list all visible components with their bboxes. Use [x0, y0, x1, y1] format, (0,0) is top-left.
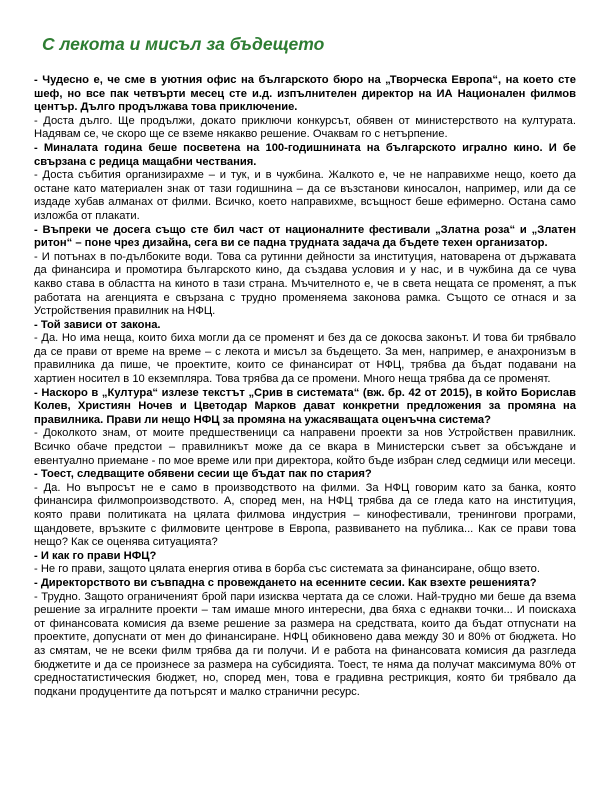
- article-body: [34, 74, 576, 699]
- question-paragraph: - Тоест, следващите обявени сесии ще бъдат пак по стария?: [34, 468, 372, 481]
- answer-paragraph: - Доколкото знам, от моите предшественици са направени проекти за нов Устройствен правилник. Всичко обаче предстои – правилникът може да се вкара в Министерски съвет за обсъждане и евентуално приемане - по мое време или при директора, който бъде избран след седмици или месеци.: [34, 427, 576, 467]
- question-paragraph: - Въпреки че досега също сте бил част от националните фестивали „Златна роза“ и „Златен ритон“ – поне чрез дизайна, сега ви се падна трудната задача да бъдете техен организатор.: [34, 223, 576, 250]
- answer-paragraph: - Да. Но въпросът не е само в производството на филми. За НФЦ говорим като за банка, която финансира филмопроизводството. А, според мен, на НФЦ трябва да се гледа като на институция, която прави политиката на цялата филмова индустрия – кинофестивали, тренингови програми, щандовете, връзките с филмовите центрове в Европа, развиването на публика... Как се прави това нещо? Как се оценява ситуацията?: [34, 481, 576, 549]
- answer-paragraph: - И потънах в по-дълбоките води. Това са рутинни дейности за институция, натоварена от държавата да финансира и промотира българското кино, да създава условия и у нас, и в чужбина да се чува какво става в областта на киното в тази страна. Мъчителното е, че в света нещата се променят, а пък работата на агенцията е свързана с трудно променяема законова рамка. Същото се отнася и за Устройствения правилник на НФЦ.: [34, 250, 576, 318]
- question-paragraph: - Наскоро в „Култура“ излезе текстът „Срив в системата“ (вж. бр. 42 от 2015), в който Борислав Колев, Християн Ночев и Цветодар Марков дават конкретни предложения за промяна на правилника. Прави ли нещо НФЦ за промяна на ужасяващата оценъчна система?: [34, 386, 576, 426]
- article-title: С лекота и мисъл за бъдещето: [42, 34, 325, 54]
- answer-paragraph: - Да. Но има неща, които биха могли да се променят и без да се докосва законът. И това би трябвало да се прави от време на време – с лекота и мисъл за бъдещето. За мен, например, е анахронизъм в правилника да пише, че проектите, които се финансират от НФЦ, трябва да бъдат подавани на хартиен носител в 10 екземпляра. Това трябва да се промени. Много неща трябва да се променят.: [34, 332, 576, 386]
- question-paragraph: - Миналата година беше посветена на 100-годишнината на българското игрално кино. И бе свързана с редица мащабни чествания.: [34, 141, 576, 168]
- answer-paragraph: - Не го прави, защото цялата енергия отива в борба със системата за финансиране, общо взето.: [34, 563, 540, 576]
- question-paragraph: - Чудесно е, че сме в уютния офис на българското бюро на „Творческа Европа“, на което сте шеф, но все пак четвърти месец сте и.д. изпълнителен директор на ИА Национален филмов център. Дълго продължава това приключение.: [34, 74, 576, 114]
- answer-paragraph: - Доста събития организирахме – и тук, и в чужбина. Жалкото е, че не направихме нещо, което да остане като материален знак от тази годишнина – да се възстанови киносалон, например, или да се издаде хубав алманах от филми. Всичко, което направихме, всъщност беше ефимерно. Остана само изложба от плакати.: [34, 169, 576, 222]
- question-paragraph: - Директорството ви съвпадна с провеждането на есенните сесии. Как взехте решенията?: [34, 576, 537, 589]
- answer-paragraph: - Трудно. Защото ограниченият брой пари изисква чертата да се сложи. Най-трудно ми беше да взема решение за игралните проекти – там имаше много интересни, два бяха с еднакви точки... И поискаха от финансовата комисия да вземе решение за размера на средствата, които да бъдат отпуснати на проектите, допуснати от мен до финансиране. НФЦ обикновено дава между 30 и 80% от бюджета. Но аз смятам, че не всеки филм трябва да ги получи. И е работа на финансовата комисия да разгледа бюджетите и да се произнесе за размера на субсидията. Тоест, те няма да получат максимума 80% от средностатистическия бюджет, но, според мен, това е градивна рестрикция, която би трябвало да подкани продуцентите да потърсят и малко странични ресурс.: [34, 590, 576, 698]
- question-paragraph: - Той зависи от закона.: [34, 318, 161, 331]
- answer-paragraph: - Доста дълго. Ще продължи, докато приключи конкурсът, обявен от министерството на културата. Надявам се, че скоро ще се вземе някакво решение. Очаквам го с нетърпение.: [34, 114, 576, 141]
- question-paragraph: - И как го прави НФЦ?: [34, 549, 157, 562]
